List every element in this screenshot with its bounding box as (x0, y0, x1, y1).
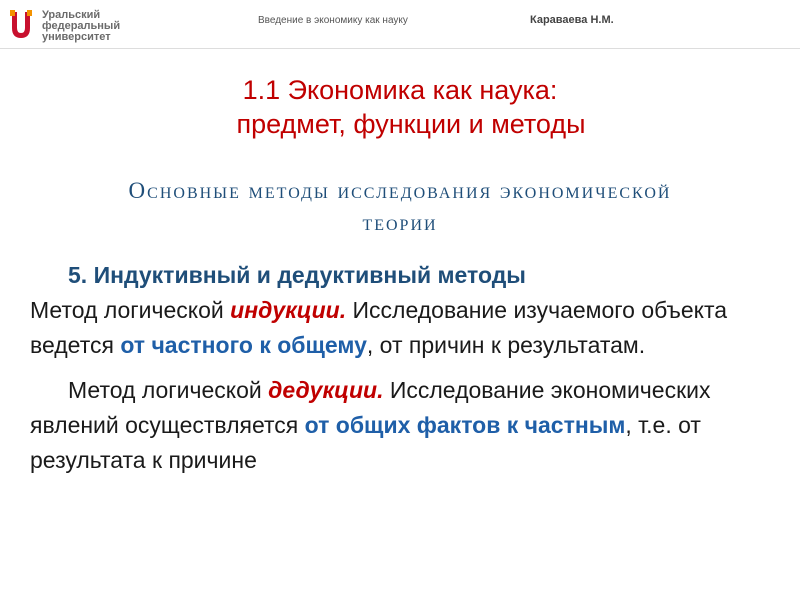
induction-text-middle: Исследование изучаемого объекта ведется (30, 297, 728, 358)
deduction-paragraph (30, 373, 775, 478)
header-divider (0, 48, 800, 49)
slide-subtitle-line-2: теории (362, 210, 438, 235)
course-name: Введение в экономику как науку (258, 15, 408, 26)
slide-title-line-2: предмет, функции и методы (236, 109, 586, 139)
slide-title (0, 73, 800, 141)
slide-subtitle-line-1: Основные методы исследования экономической (128, 178, 672, 203)
slide-body (30, 258, 775, 478)
university-name-line-3: университет (42, 31, 111, 43)
urfu-logo-icon (8, 8, 34, 42)
deduction-text-start: Метод логической (68, 377, 269, 403)
university-name (42, 10, 120, 43)
induction-text-start: Метод логической (30, 297, 231, 323)
induction-direction: от частного к общему (120, 332, 367, 358)
section-heading: 5. Индуктивный и дедуктивный методы (68, 262, 526, 288)
induction-term: индукции. (230, 297, 347, 323)
university-name-line-1: Уральский (42, 9, 101, 21)
slide-title-line-1: 1.1 Экономика как наука: (242, 75, 558, 105)
induction-paragraph (30, 293, 775, 363)
deduction-text-middle: Исследование экономических явлений осуществляется (30, 377, 711, 438)
induction-text-end: , от причин к результатам. (366, 332, 646, 358)
slide-subtitle (40, 175, 760, 239)
university-name-line-2: федеральный (42, 20, 121, 32)
deduction-term: дедукции. (268, 377, 384, 403)
author-name: Караваева Н.М. (530, 14, 614, 26)
deduction-text-end: , т.е. от результата к причине (30, 412, 701, 473)
deduction-direction: от общих фактов к частным (304, 412, 626, 438)
